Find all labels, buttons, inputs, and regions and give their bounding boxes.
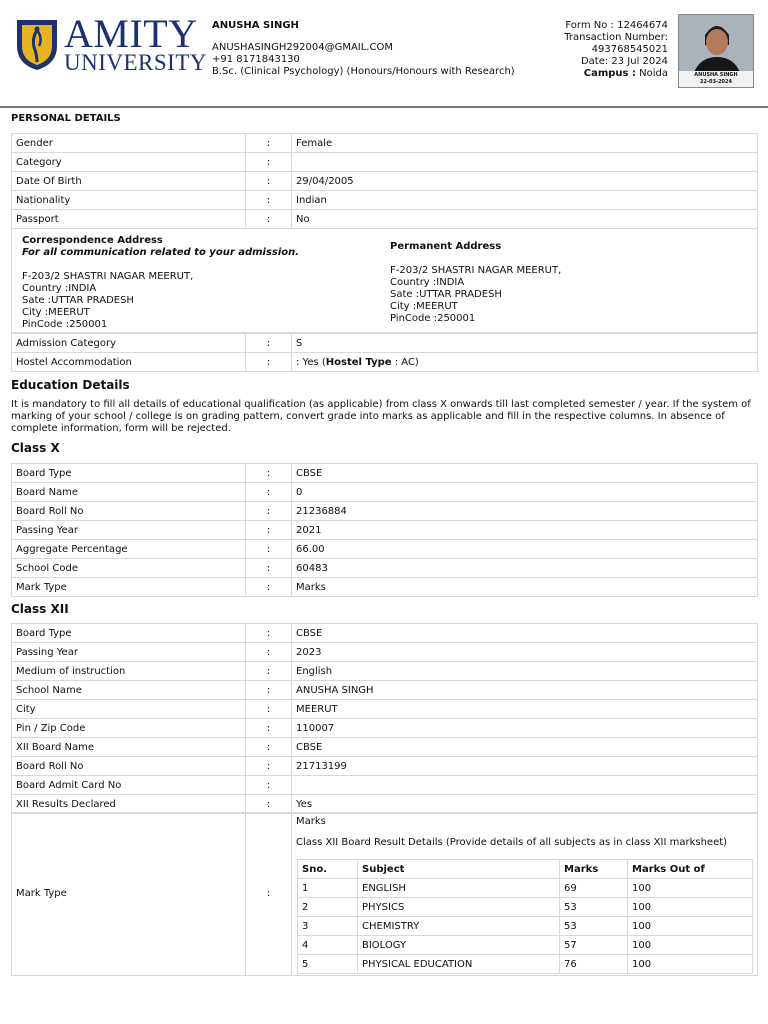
table-row <box>12 662 758 681</box>
applicant-info <box>212 20 515 78</box>
colon: : <box>246 795 292 814</box>
address-line: PinCode :250001 <box>390 313 476 324</box>
table-row <box>298 879 753 898</box>
colon: : <box>246 681 292 700</box>
address-line: PinCode :250001 <box>22 319 108 330</box>
personal-details-title: PERSONAL DETAILS <box>11 113 121 124</box>
applicant-photo <box>678 14 754 88</box>
personal-details-table <box>11 133 758 229</box>
table-row <box>12 483 758 502</box>
colon: : <box>246 483 292 502</box>
logo-line-university: UNIVERSITY <box>64 50 207 75</box>
address-line: Sate :UTTAR PRADESH <box>390 289 502 300</box>
field-value: 60483 <box>292 559 758 578</box>
field-label: Gender <box>12 134 246 153</box>
class-x-table <box>11 463 758 597</box>
field-value: S <box>292 334 758 353</box>
colon: : <box>246 700 292 719</box>
colon: : <box>246 134 292 153</box>
field-label: Nationality <box>12 191 246 210</box>
field-label: Passing Year <box>12 521 246 540</box>
table-row <box>12 540 758 559</box>
field-value: No <box>292 210 758 229</box>
permanent-address <box>390 241 561 325</box>
field-value: Yes <box>292 795 758 814</box>
cell-subject: PHYSICS <box>358 898 560 917</box>
cell-sno: 3 <box>298 917 358 936</box>
education-details-title: Education Details <box>11 378 130 392</box>
campus-value: Noida <box>639 68 668 79</box>
colon: : <box>246 624 292 643</box>
colon: : <box>246 738 292 757</box>
field-label: School Name <box>12 681 246 700</box>
hostel-prefix: : Yes ( <box>296 356 326 368</box>
field-value: 0 <box>292 483 758 502</box>
table-row <box>12 700 758 719</box>
table-row <box>298 936 753 955</box>
colon: : <box>246 540 292 559</box>
form-info <box>564 20 668 80</box>
table-row <box>12 578 758 597</box>
colon: : <box>246 464 292 483</box>
field-label: Board Name <box>12 483 246 502</box>
field-label: Date Of Birth <box>12 172 246 191</box>
mark-type-block <box>11 812 758 976</box>
mark-type-value: Marks <box>296 816 326 827</box>
field-label: Board Type <box>12 464 246 483</box>
result-caption: Class XII Board Result Details (Provide details of all subjects as in class XII marksheet) <box>296 837 728 848</box>
field-label: XII Board Name <box>12 738 246 757</box>
field-label: School Code <box>12 559 246 578</box>
table-row <box>12 681 758 700</box>
field-value: 29/04/2005 <box>292 172 758 191</box>
address-line: City :MEERUT <box>22 307 90 318</box>
correspondence-address <box>22 235 299 331</box>
class-x-title: Class X <box>11 441 60 455</box>
cell-marks: 53 <box>560 917 628 936</box>
field-value: English <box>292 662 758 681</box>
colon: : <box>246 521 292 540</box>
colon: : <box>246 153 292 172</box>
table-row <box>12 172 758 191</box>
transaction-number: 493768545021 <box>591 44 668 55</box>
applicant-phone: +91 8171843130 <box>212 54 300 65</box>
form-date: Date: 23 Jul 2024 <box>580 56 668 67</box>
address-block <box>11 228 758 333</box>
column-header: Subject <box>358 860 560 879</box>
colon: : <box>246 353 292 372</box>
table-row <box>12 624 758 643</box>
correspondence-address-label: Correspondence Address <box>22 235 163 246</box>
cell-subject: BIOLOGY <box>358 936 560 955</box>
field-value: CBSE <box>292 624 758 643</box>
column-header: Marks Out of <box>628 860 753 879</box>
table-row <box>12 464 758 483</box>
field-value: Female <box>292 134 758 153</box>
cell-sno: 5 <box>298 955 358 974</box>
colon: : <box>246 578 292 597</box>
logo-wordmark <box>64 11 207 75</box>
field-label: Passing Year <box>12 643 246 662</box>
field-label: Hostel Accommodation <box>12 353 246 372</box>
colon: : <box>246 210 292 229</box>
table-row <box>12 210 758 229</box>
field-label: XII Results Declared <box>12 795 246 814</box>
education-instructions: It is mandatory to fill all details of educational qualification (as applicable) from class X onwards till last completed semester / year. If the system of marking of your school / college is on grading pattern, convert grade into marks as applicable and fill in the respective columns. In absence of complete information, form will be rejected. <box>11 399 751 434</box>
field-value: Indian <box>292 191 758 210</box>
cell-sno: 4 <box>298 936 358 955</box>
hostel-type-label: Hostel Type <box>325 356 392 368</box>
cell-marks-out-of: 100 <box>628 917 753 936</box>
field-label: Medium of instruction <box>12 662 246 681</box>
cell-marks-out-of: 100 <box>628 898 753 917</box>
field-label: Pin / Zip Code <box>12 719 246 738</box>
cell-marks: 76 <box>560 955 628 974</box>
correspondence-address-note: For all communication related to your admission. <box>22 247 300 258</box>
address-line: City :MEERUT <box>390 301 458 312</box>
field-label: Board Type <box>12 624 246 643</box>
table-row <box>12 191 758 210</box>
column-header: Marks <box>560 860 628 879</box>
field-value: 21236884 <box>292 502 758 521</box>
field-value: 21713199 <box>292 757 758 776</box>
table-header-row <box>298 860 753 879</box>
address-line: Country :INDIA <box>22 283 97 294</box>
class-xii-title: Class XII <box>11 602 69 616</box>
field-label: Board Roll No <box>12 502 246 521</box>
table-row <box>12 643 758 662</box>
field-label: Passport <box>12 210 246 229</box>
field-value: CBSE <box>292 464 758 483</box>
table-row <box>12 776 758 795</box>
field-value <box>292 776 758 795</box>
cell-subject: ENGLISH <box>358 879 560 898</box>
applicant-program: B.Sc. (Clinical Psychology) (Honours/Honours with Research) <box>212 66 515 77</box>
field-value <box>292 153 758 172</box>
field-label: Category <box>12 153 246 172</box>
colon: : <box>246 776 292 795</box>
cell-marks-out-of: 100 <box>628 879 753 898</box>
colon: : <box>246 334 292 353</box>
applicant-email: ANUSHASINGH292004@GMAIL.COM <box>212 42 393 53</box>
field-value: MEERUT <box>292 700 758 719</box>
field-value: 110007 <box>292 719 758 738</box>
cell-marks: 57 <box>560 936 628 955</box>
transaction-label: Transaction Number: <box>564 32 668 43</box>
cell-marks-out-of: 100 <box>628 936 753 955</box>
colon: : <box>246 191 292 210</box>
address-line: F-203/2 SHASTRI NAGAR MEERUT, <box>22 271 194 282</box>
photo-date: 22-03-2024 <box>700 79 732 85</box>
field-label: Aggregate Percentage <box>12 540 246 559</box>
table-row <box>12 757 758 776</box>
table-row <box>298 917 753 936</box>
campus-label: Campus : <box>583 68 636 79</box>
address-line: F-203/2 SHASTRI NAGAR MEERUT, <box>390 265 562 276</box>
table-row <box>12 719 758 738</box>
photo-caption: ANUSHA SINGH <box>694 72 738 78</box>
cell-sno: 2 <box>298 898 358 917</box>
table-row <box>12 795 758 814</box>
cell-sno: 1 <box>298 879 358 898</box>
colon: : <box>246 662 292 681</box>
field-label: Mark Type <box>12 578 246 597</box>
table-row <box>12 521 758 540</box>
field-value: 66.00 <box>292 540 758 559</box>
logo-line-amity: AMITY <box>64 11 198 56</box>
address-line: Sate :UTTAR PRADESH <box>22 295 134 306</box>
address-line: Country :INDIA <box>390 277 465 288</box>
field-label: Admission Category <box>12 334 246 353</box>
field-value: ANUSHA SINGH <box>292 681 758 700</box>
field-value: CBSE <box>292 738 758 757</box>
table-row <box>12 153 758 172</box>
cell-subject: CHEMISTRY <box>358 917 560 936</box>
table-row <box>298 955 753 974</box>
table-row <box>12 559 758 578</box>
table-row <box>12 502 758 521</box>
colon: : <box>246 757 292 776</box>
column-header: Sno. <box>298 860 358 879</box>
cell-marks: 53 <box>560 898 628 917</box>
form-number: Form No : 12464674 <box>565 20 668 31</box>
admission-table <box>11 333 758 372</box>
field-value: Marks <box>292 578 758 597</box>
field-label: City <box>12 700 246 719</box>
field-label: Board Admit Card No <box>12 776 246 795</box>
cell-subject: PHYSICAL EDUCATION <box>358 955 560 974</box>
amity-logo <box>14 11 207 75</box>
cell-marks-out-of: 100 <box>628 955 753 974</box>
document-header <box>0 0 768 108</box>
table-row <box>12 738 758 757</box>
field-label: Board Roll No <box>12 757 246 776</box>
colon: : <box>246 813 292 975</box>
colon: : <box>246 719 292 738</box>
table-row <box>12 353 758 372</box>
field-value <box>292 353 758 372</box>
colon: : <box>246 559 292 578</box>
table-row <box>298 898 753 917</box>
colon: : <box>246 172 292 191</box>
hostel-suffix: : AC) <box>391 356 419 368</box>
applicant-name: ANUSHA SINGH <box>212 20 299 31</box>
cell-marks: 69 <box>560 879 628 898</box>
amity-emblem-icon <box>14 16 60 72</box>
colon: : <box>246 502 292 521</box>
mark-type-label: Mark Type <box>12 813 246 975</box>
class-xii-table <box>11 623 758 814</box>
field-value: 2023 <box>292 643 758 662</box>
table-row <box>12 134 758 153</box>
colon: : <box>246 643 292 662</box>
table-row <box>12 334 758 353</box>
field-value: 2021 <box>292 521 758 540</box>
permanent-address-label: Permanent Address <box>390 241 502 252</box>
subject-marks-table <box>297 859 753 974</box>
campus <box>564 68 668 80</box>
